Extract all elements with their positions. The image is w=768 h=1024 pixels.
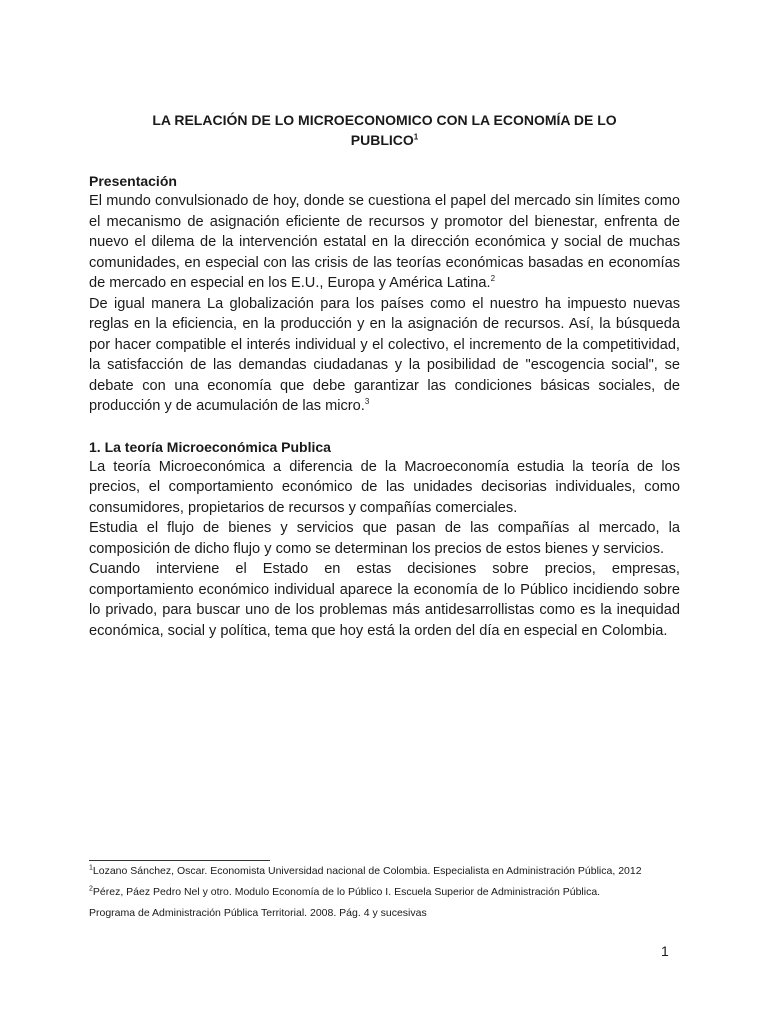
title-footnote-ref[interactable]: 1: [413, 132, 419, 142]
footnote-1: [89, 864, 689, 878]
heading-presentacion: Presentación: [89, 173, 177, 189]
paragraph-1: [89, 191, 680, 294]
footnote-1-ref: 1: [89, 864, 93, 872]
title-line-2: PUBLICO: [350, 132, 414, 148]
title-line-1: LA RELACIÓN DE LO MICROECONOMICO CON LA ECONOMÍA DE LO: [152, 112, 617, 128]
footnote-2-ref: 2: [89, 885, 93, 893]
page-number: 1: [661, 943, 669, 959]
document-body: [89, 110, 680, 641]
paragraph-1-text: El mundo convulsionado de hoy, donde se cuestiona el papel del mercado sin límites como el mecanismo de asignación eficiente de recursos y promotor del bienestar, enfrenta de nuevo el dilema de la intervención estatal en la dirección económica y social de muchas comunidades, en especial con las crisis de las teorías económicas basadas en economías de mercado en especial en los E.U., Europa y América Latina.: [89, 193, 680, 291]
footnote-separator: [89, 860, 270, 861]
paragraph-4: Estudia el flujo de bienes y servicios que pasan de las compañías al mercado, la composición de dicho flujo y como se determinan los precios de estos bienes y servicios.: [89, 520, 680, 557]
footnotes: [89, 860, 689, 927]
heading-section-1: 1. La teoría Microeconómica Publica: [89, 438, 331, 455]
footnote-2: [89, 885, 689, 899]
paragraph-5: Cuando interviene el Estado en estas decisiones sobre precios, empresas, comportamiento económico individual aparece la economía de lo Público incidiendo sobre lo privado, para buscar uno de los problemas más antidesarrollistas como es la inequidad económica, social y política, tema que hoy está la orden del día en especial en Colombia.: [89, 561, 680, 639]
paragraph-3: La teoría Microeconómica a diferencia de la Macroeconomía estudia la teoría de los precios, el comportamiento económico de las unidades decisorias individuales, como consumidores, propietarios de recursos y compañías comerciales.: [89, 458, 680, 516]
footnote-2-text: Pérez, Páez Pedro Nel y otro. Modulo Economía de lo Público I. Escuela Superior de Administración Pública.: [92, 886, 601, 898]
document-title: [89, 110, 680, 150]
paragraph-2: [89, 294, 680, 417]
footnote-1-text: Lozano Sánchez, Oscar. Economista Universidad nacional de Colombia. Especialista en Administración Pública, 2012: [92, 865, 642, 877]
paragraph-2-text: De igual manera La globalización para los países como el nuestro ha impuesto nuevas reglas en la eficiencia, en la producción y en la asignación de recursos. Así, la búsqueda por hacer compatible el interés individual y el colectivo, el incremento de la competitividad, la satisfacción de las demandas ciudadanas y la posibilidad de "escogencia social", se debate con una economía que debe garantizar las condiciones básicas sociales, de producción y de acumulación de las micro.: [89, 295, 680, 414]
footnote-2-continued: [89, 906, 689, 920]
paragraph-1-footnote-ref[interactable]: 2: [490, 274, 496, 284]
footnote-2-continued-text: Programa de Administración Pública Territorial. 2008. Pág. 4 y sucesivas: [89, 907, 427, 919]
paragraph-2-footnote-ref[interactable]: 3: [364, 397, 370, 407]
